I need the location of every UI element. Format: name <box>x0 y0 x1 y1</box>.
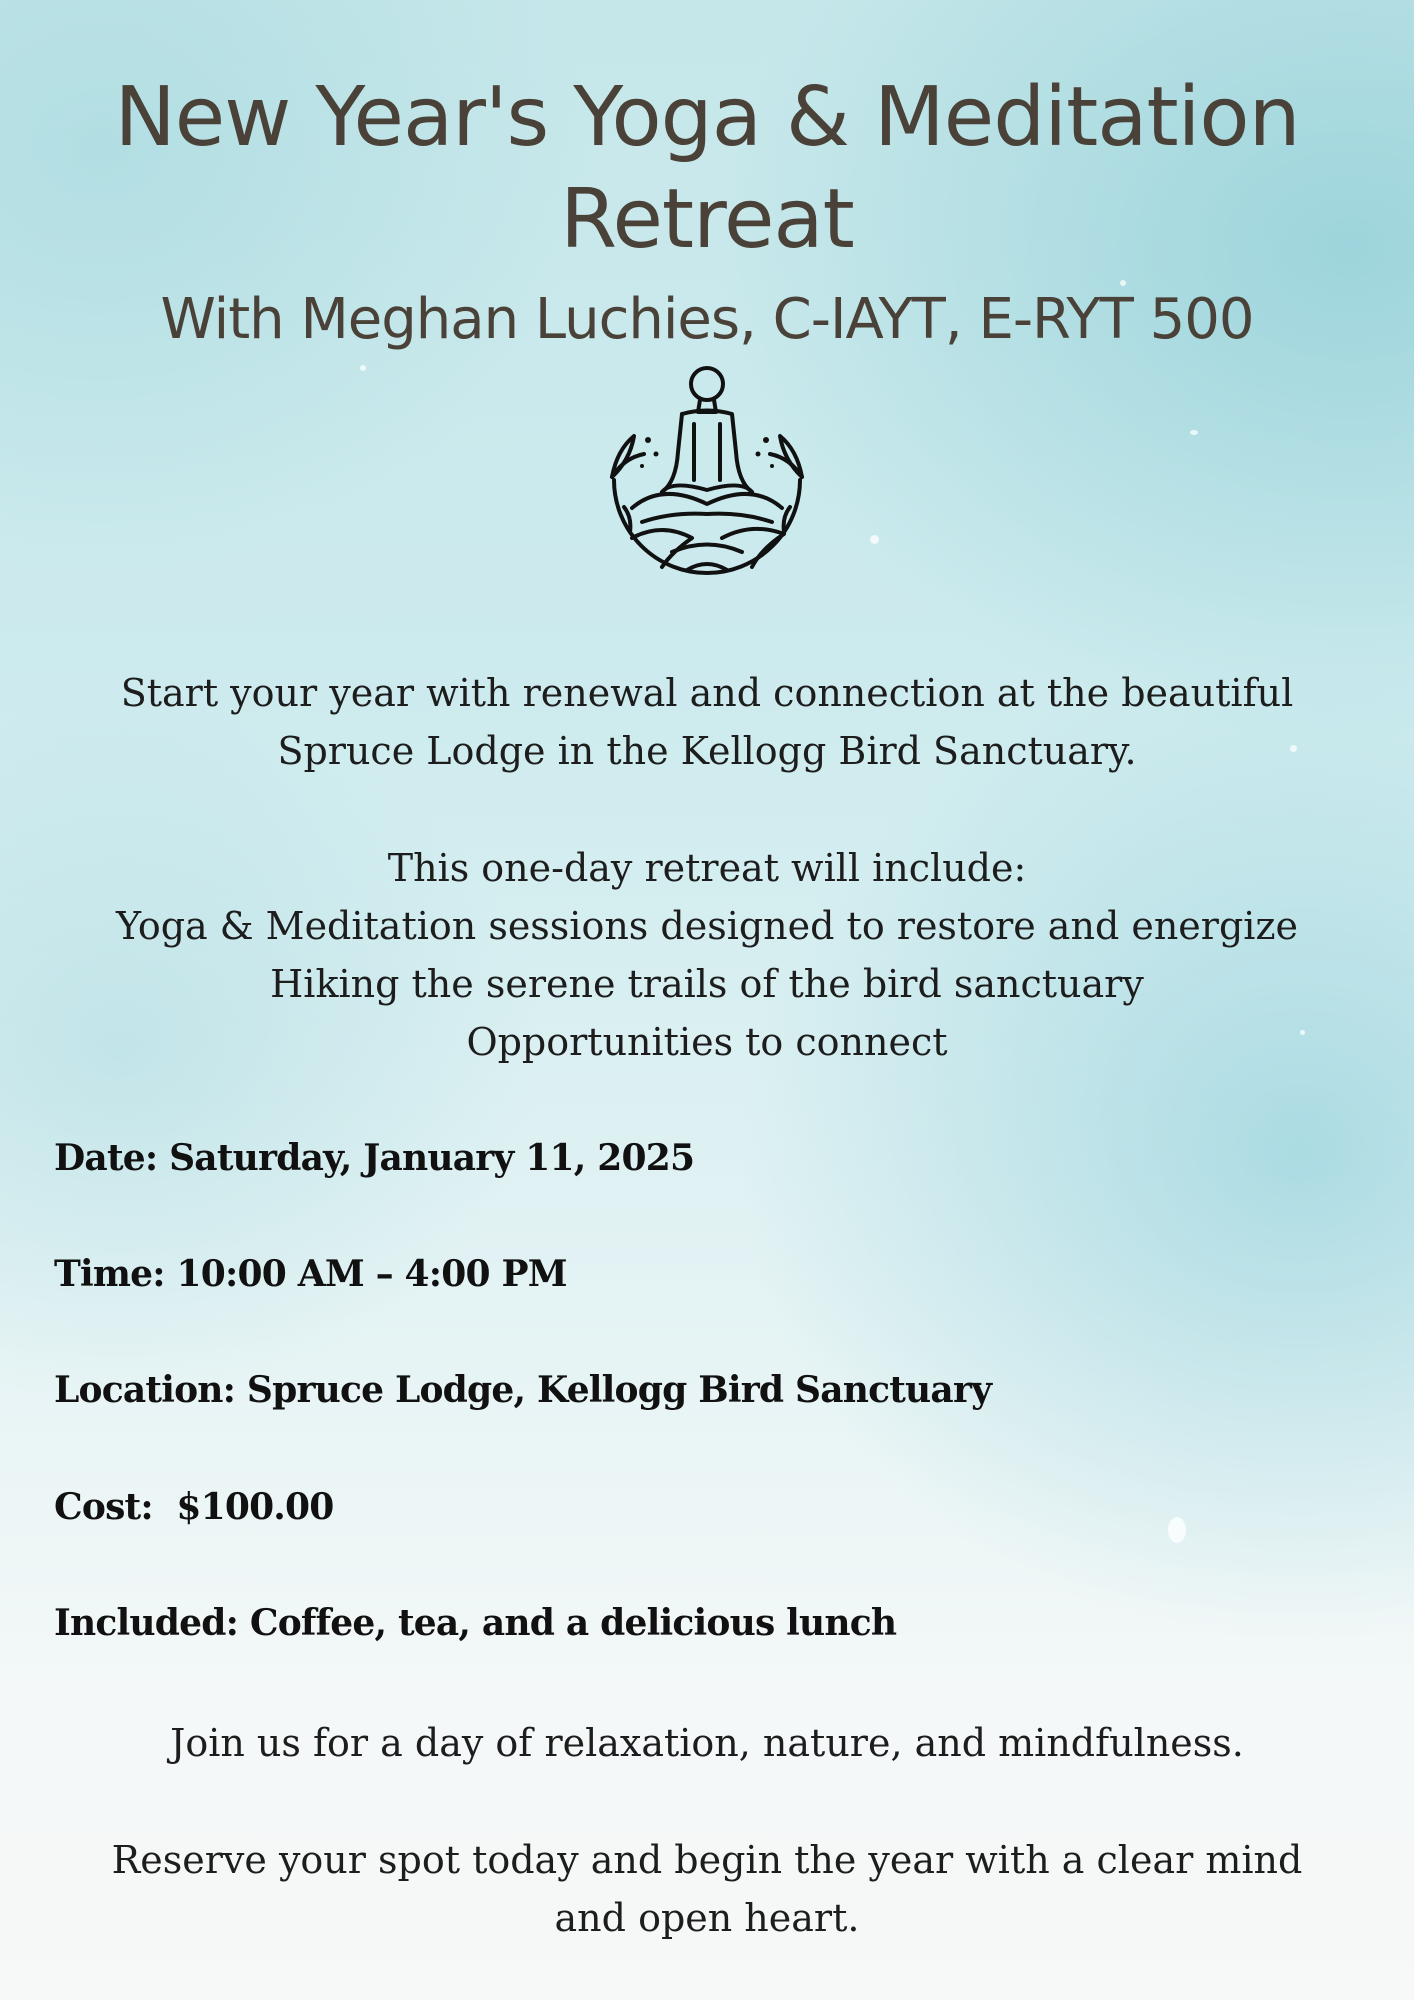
meditation-figure-icon <box>602 362 812 587</box>
intro-line-2: Spruce Lodge in the Kellogg Bird Sanctuary. <box>277 729 1137 773</box>
event-included: Included: Coffee, tea, and a delicious lunch <box>54 1602 897 1644</box>
closing-line-2: Reserve your spot today and begin the year with a clear mind <box>111 1838 1303 1882</box>
title-line-1: New Year's Yoga & Meditation <box>114 70 1300 165</box>
background-speck <box>870 535 879 544</box>
background-speck <box>1190 430 1198 435</box>
includes-item: Opportunities to connect <box>466 1020 948 1064</box>
title-line-2: Retreat <box>560 172 854 267</box>
includes-heading: This one-day retreat will include: <box>387 846 1027 890</box>
intro-line-1: Start your year with renewal and connection at the beautiful <box>120 671 1294 715</box>
includes-item: Hiking the serene trails of the bird sanctuary <box>270 962 1144 1006</box>
includes-item: Yoga & Meditation sessions designed to restore and energize <box>116 904 1298 948</box>
event-location: Location: Spruce Lodge, Kellogg Bird Sanctuary <box>54 1369 992 1411</box>
closing-line-1: Join us for a day of relaxation, nature, and mindfulness. <box>170 1721 1244 1765</box>
instructor-subtitle: With Meghan Luchies, C-IAYT, E-RYT 500 <box>160 287 1254 352</box>
event-cost: Cost: $100.00 <box>54 1486 334 1528</box>
background-speck <box>360 365 366 371</box>
event-time: Time: 10:00 AM – 4:00 PM <box>54 1253 567 1295</box>
closing-line-3: and open heart. <box>554 1896 860 1940</box>
event-date: Date: Saturday, January 11, 2025 <box>54 1137 695 1179</box>
